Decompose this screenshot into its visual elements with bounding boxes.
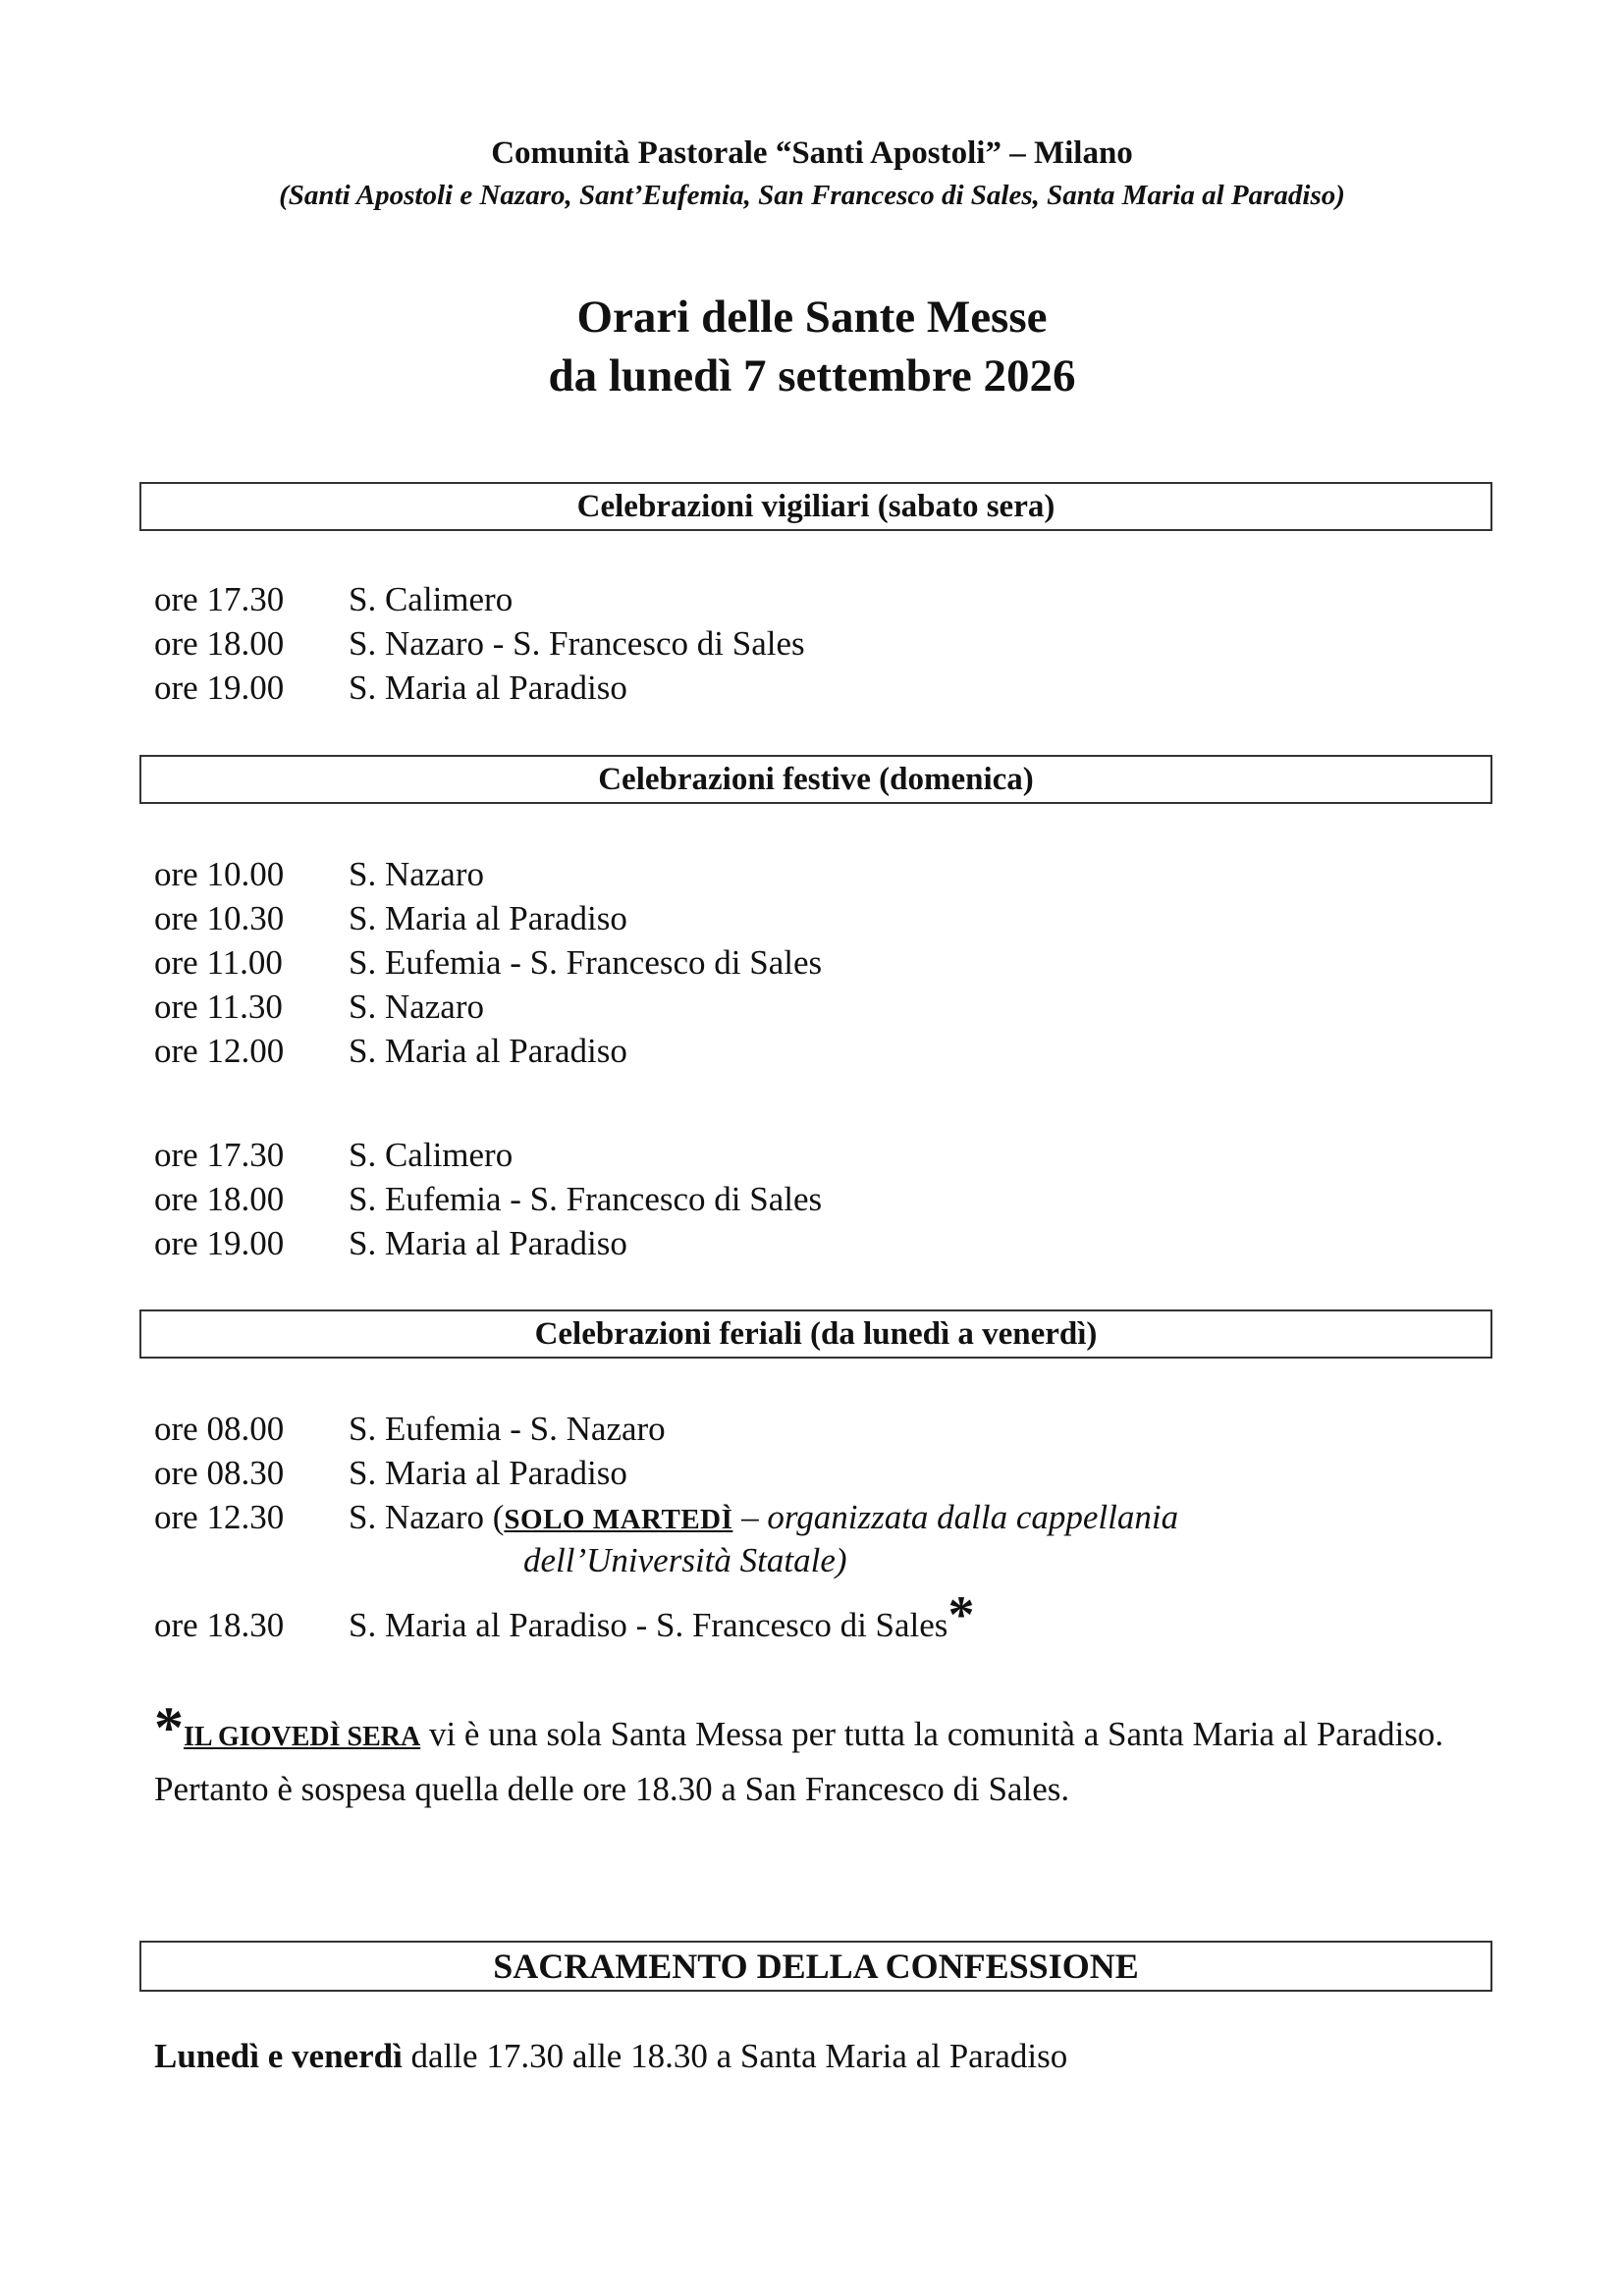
list-item — [154, 852, 484, 896]
confession-schedule — [154, 2034, 1067, 2078]
mass-place: S. Maria al Paradiso - S. Francesco di Sales — [349, 1606, 948, 1644]
confession-days: Lunedì e venerdì — [154, 2037, 403, 2075]
list-item — [154, 1029, 627, 1073]
mass-place: S. Maria al Paradiso — [349, 899, 627, 937]
mass-time: ore 12.00 — [154, 1032, 285, 1070]
mass-time: ore 19.00 — [154, 1224, 285, 1262]
mass-time: ore 18.00 — [154, 624, 285, 663]
cappellania-note: organizzata dalla cappellania — [767, 1498, 1179, 1536]
mass-time: ore 11.30 — [154, 988, 283, 1026]
list-item-continuation — [523, 1538, 847, 1582]
mass-time: ore 17.30 — [154, 580, 285, 618]
mass-place: S. Calimero — [349, 580, 514, 618]
mass-place: S. Maria al Paradiso — [349, 1454, 627, 1492]
list-item — [154, 1451, 627, 1495]
section-heading-vigiliari: Celebrazioni vigiliari (sabato sera) — [139, 482, 1492, 531]
page-title: Orari delle Sante Messe — [576, 292, 1048, 343]
list-item — [154, 1133, 513, 1177]
list-item — [154, 985, 484, 1029]
mass-place: S. Maria al Paradiso — [349, 1032, 627, 1070]
thursday-evening-label: IL GIOVEDÌ SERA — [184, 1722, 421, 1752]
mass-time: ore 18.30 — [154, 1606, 285, 1644]
community-title: Comunità Pastorale “Santi Apostoli” – Milano — [491, 135, 1133, 171]
mass-place — [349, 1495, 1178, 1542]
mass-place: S. Nazaro — [349, 988, 485, 1026]
mass-time: ore 11.00 — [154, 943, 283, 982]
mass-place: S. Eufemia - S. Nazaro — [349, 1410, 666, 1448]
page-date: da lunedì 7 settembre 2026 — [548, 350, 1076, 401]
list-item — [154, 1585, 975, 1647]
cappellania-note-cont: dell’Università Statale — [523, 1541, 836, 1579]
mass-time: ore 12.30 — [154, 1498, 285, 1536]
dash: – — [732, 1498, 768, 1536]
mass-place: S. Maria al Paradiso — [349, 1224, 627, 1262]
closing-paren: ) — [835, 1541, 847, 1579]
section-heading-confessione: SACRAMENTO DELLA CONFESSIONE — [139, 1941, 1492, 1992]
mass-time: ore 18.00 — [154, 1180, 285, 1218]
mass-time: ore 08.00 — [154, 1410, 285, 1448]
mass-place: S. Nazaro - S. Francesco di Sales — [349, 624, 805, 663]
list-item — [154, 940, 822, 985]
mass-time: ore 17.30 — [154, 1136, 285, 1174]
list-item — [154, 577, 513, 621]
section-heading-festive: Celebrazioni festive (domenica) — [139, 755, 1492, 804]
confession-details: dalle 17.30 alle 18.30 a Santa Maria al Paradiso — [402, 2037, 1068, 2075]
list-item — [154, 896, 627, 940]
mass-place: S. Nazaro — [349, 855, 485, 893]
mass-place-name: S. Nazaro ( — [349, 1498, 505, 1536]
list-item — [154, 621, 805, 666]
asterisk-marker: * — [947, 1585, 975, 1644]
mass-time: ore 10.30 — [154, 899, 285, 937]
list-item — [154, 1221, 627, 1265]
asterisk-marker: * — [154, 1695, 184, 1760]
parishes-subtitle: (Santi Apostoli e Nazaro, Sant’Eufemia, San Francesco di Sales, Santa Maria al Paradiso) — [279, 180, 1345, 211]
list-item — [154, 1407, 666, 1451]
mass-time: ore 08.30 — [154, 1454, 285, 1492]
list-item — [154, 666, 627, 710]
mass-time: ore 10.00 — [154, 855, 285, 893]
solo-martedi-label: SOLO MARTEDÌ — [504, 1504, 733, 1535]
section-heading-feriali: Celebrazioni feriali (da lunedì a venerdì) — [139, 1309, 1492, 1359]
mass-place: S. Eufemia - S. Francesco di Sales — [349, 943, 823, 982]
mass-place: S. Eufemia - S. Francesco di Sales — [349, 1180, 823, 1218]
thursday-note — [154, 1695, 1489, 1815]
list-item — [154, 1495, 1178, 1542]
list-item — [154, 1177, 822, 1221]
mass-place: S. Maria al Paradiso — [349, 668, 627, 707]
mass-place: S. Calimero — [349, 1136, 514, 1174]
thursday-note-text: vi è una sola Santa Messa per tutta la comunità a Santa Maria al Paradiso. Pertanto è sospesa quella delle ore 18.30 a San Francesco di Sales. — [154, 1715, 1444, 1808]
mass-time: ore 19.00 — [154, 668, 285, 707]
